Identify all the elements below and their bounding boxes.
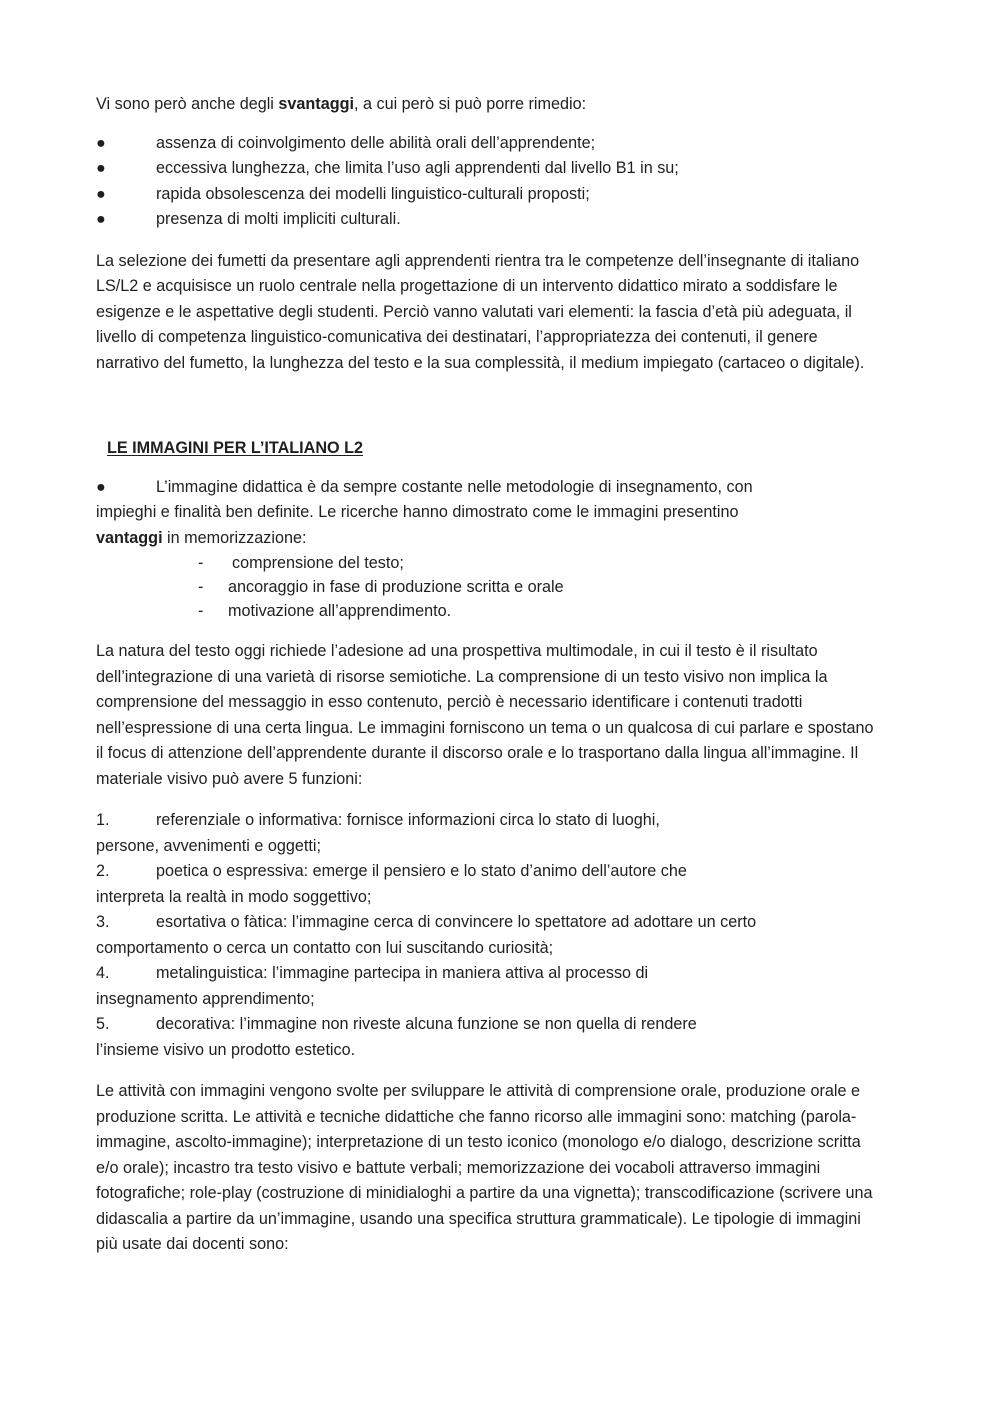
list-item-text: assenza di coinvolgimento delle abilità orali dell’apprendente; [156, 133, 596, 152]
list-item-text: poetica o espressiva: emerge il pensiero e lo stato d’animo dell’autore che [156, 862, 687, 880]
dash-icon: - [198, 554, 204, 572]
list-number: 2. [96, 862, 110, 880]
image-intro-text-end: in memorizzazione: [162, 528, 307, 547]
list-item [96, 910, 880, 961]
list-item-text: eccessiva lunghezza, che limita l’uso agli apprendenti dal livello B1 in su; [156, 159, 679, 177]
list-item [198, 575, 880, 599]
list-item [198, 551, 880, 575]
bullet-icon: ● [96, 159, 106, 177]
list-item-text: decorativa: l’immagine non riveste alcuna funzione se non quella di rendere [156, 1015, 697, 1033]
bullet-icon: ● [96, 184, 106, 203]
list-item-continuation: comportamento o cerca un contatto con lui suscitando curiosità; [96, 938, 554, 957]
list-item [96, 182, 880, 208]
activities-paragraph: Le attività con immagini vengono svolte per sviluppare le attività di comprensione orale, produzione orale e produzione scritta. Le attività e tecniche didattiche che fanno ricorso alle immagini sono: matching (parola-immagine, ascolto-immagine); interpretazione di un testo iconico (monologo e/o dialogo, descrizione scritta e/o orale); incastro tra testo visivo e battute verbali; memorizzazione dei vocaboli attraverso immagini fotografiche; role-play (costruzione di minidialoghi a partire da una vignetta); transcodificazione (scrivere una didascalia a partire da un’immagine, usando una specifica struttura grammaticale). Le tipologie di immagini più usate dai docenti sono: [96, 1082, 873, 1253]
list-item [96, 859, 880, 910]
image-intro-third-line [96, 526, 880, 552]
disadvantages-list [96, 131, 880, 233]
list-number: 3. [96, 913, 110, 931]
list-item [96, 207, 880, 233]
selection-paragraph: La selezione dei fumetti da presentare agli apprendenti rientra tra le competenze dell’insegnante di italiano LS/L2 e acquisisce un ruolo centrale nella progettazione di un intervento didattico mirato a soddisfare le esigenze e le aspettative degli studenti. Perciò vanno valutati vari elementi: la fascia d’età più adeguata, il livello di competenza linguistico-comunicativa dei destinatari, l’appropriatezza dei contenuti, il genere narrativo del fumetto, la lunghezza del testo e la sua complessità, il medium impiegato (cartaceo o digitale). [96, 251, 865, 372]
list-item-text: rapida obsolescenza dei modelli linguistico-culturali proposti; [156, 184, 590, 203]
intro-text: Vi sono però anche degli [96, 95, 279, 113]
dash-icon: - [198, 602, 204, 620]
list-item [198, 599, 880, 623]
list-item-text: presenza di molti impliciti culturali. [156, 210, 401, 228]
list-item-text: comprensione del testo; [232, 554, 404, 572]
image-intro-first-line [96, 475, 880, 501]
functions-list [96, 808, 880, 1063]
list-item-continuation: l’insieme visivo un prodotto estetico. [96, 1040, 356, 1059]
list-item-continuation: insegnamento apprendimento; [96, 989, 315, 1008]
list-item [96, 156, 880, 182]
image-intro-text: L’immagine didattica è da sempre costante nelle metodologie di insegnamento, con [156, 477, 753, 496]
dash-icon: - [198, 578, 204, 596]
list-number: 4. [96, 964, 110, 982]
intro-line [96, 92, 880, 118]
list-item-text: ancoraggio in fase di produzione scritta e orale [228, 578, 564, 596]
list-item-text: esortativa o fàtica: l’immagine cerca di convincere lo spettatore ad adottare un certo [156, 913, 757, 931]
list-item [96, 808, 880, 859]
bullet-icon: ● [96, 477, 106, 496]
list-item-text: metalinguistica: l’immagine partecipa in maniera attiva al processo di [156, 964, 649, 982]
image-intro-second-line: impieghi e finalità ben definite. Le ricerche hanno dimostrato come le immagini presentino [96, 503, 739, 521]
bullet-icon: ● [96, 210, 106, 228]
list-number: 1. [96, 811, 110, 829]
section-heading: LE IMMAGINI PER L’ITALIANO L2 [107, 439, 364, 457]
advantages-bold-word: vantaggi [96, 528, 163, 547]
list-item-continuation: interpreta la realtà in modo soggettivo; [96, 887, 372, 906]
list-number: 5. [96, 1015, 110, 1033]
list-item-text: motivazione all’apprendimento. [228, 602, 452, 620]
list-item-continuation: persone, avvenimenti e oggetti; [96, 836, 321, 855]
list-item [96, 961, 880, 1012]
bullet-icon: ● [96, 133, 106, 152]
list-item [96, 1012, 880, 1063]
list-item [96, 131, 880, 157]
multimodal-paragraph: La natura del testo oggi richiede l’adesione ad una prospettiva multimodale, in cui il testo è il risultato dell’integrazione di una varietà di risorse semiotiche. La comprensione di un testo visivo non implica la comprensione del messaggio in esso contenuto, perciò è necessario identificare i contenuti tradotti nell’espressione di una certa lingua. Le immagini forniscono un tema o un qualcosa di cui parlare e spostano il focus di attenzione dell’apprendente durante il discorso orale e lo trasportano dalla lingua all’immagine. Il materiale visivo può avere 5 funzioni: [96, 642, 874, 788]
advantages-list [198, 551, 880, 623]
list-item-text: referenziale o informativa: fornisce informazioni circa lo stato di luoghi, [156, 811, 660, 829]
intro-text-end: , a cui però si può porre rimedio: [353, 95, 587, 113]
intro-bold-word: svantaggi [278, 95, 354, 113]
